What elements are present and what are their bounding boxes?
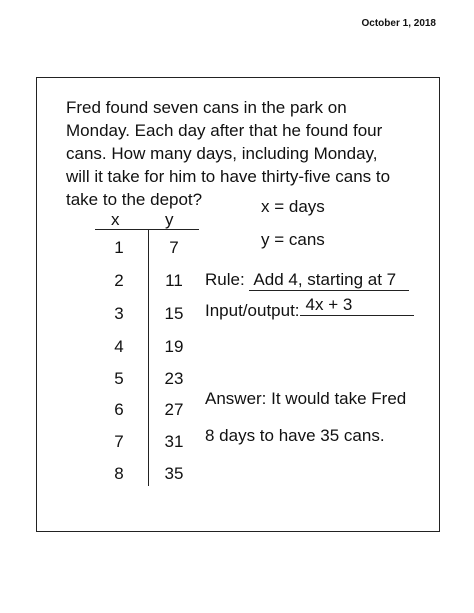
table-x-cell: 6 bbox=[114, 400, 124, 419]
io-value: 4x + 3 bbox=[300, 295, 414, 316]
x-definition: x = days bbox=[261, 197, 325, 216]
table-y-cell: 27 bbox=[164, 400, 184, 419]
table-x-cell: 1 bbox=[114, 238, 124, 257]
table-y-cell: 7 bbox=[169, 238, 179, 257]
table-y-cell: 15 bbox=[164, 304, 184, 323]
y-definition: y = cans bbox=[261, 230, 325, 249]
io-line bbox=[205, 295, 414, 322]
table-divider-line bbox=[148, 230, 149, 486]
io-label: Input/output: bbox=[205, 301, 300, 320]
table-x-cell: 5 bbox=[114, 369, 124, 388]
answer-line-2: 8 days to have 35 cans. bbox=[205, 426, 385, 445]
table-header-line bbox=[95, 229, 199, 230]
table-y-cell: 23 bbox=[164, 369, 184, 388]
problem-line: take to the depot? bbox=[66, 190, 203, 209]
date-label: October 1, 2018 bbox=[361, 18, 436, 29]
problem-line: cans. How many days, including Monday, bbox=[66, 144, 378, 163]
table-x-cell: 3 bbox=[114, 304, 124, 323]
rule-line bbox=[205, 270, 409, 291]
answer-line-1: Answer: It would take Fred bbox=[205, 389, 407, 408]
table-x-header: x bbox=[111, 210, 120, 229]
table-x-cell: 4 bbox=[114, 337, 124, 356]
problem-text bbox=[66, 96, 406, 211]
problem-line: Fred found seven cans in the park on bbox=[66, 98, 347, 117]
problem-line: Monday. Each day after that he found four bbox=[66, 121, 383, 140]
table-y-cell: 19 bbox=[164, 337, 184, 356]
table-y-cell: 35 bbox=[164, 464, 184, 483]
table-x-cell: 7 bbox=[114, 432, 124, 451]
table-x-cell: 2 bbox=[114, 271, 124, 290]
table-y-cell: 11 bbox=[165, 271, 183, 290]
table-x-cell: 8 bbox=[114, 464, 124, 483]
table-y-header: y bbox=[165, 210, 174, 229]
rule-label: Rule: bbox=[205, 270, 245, 289]
rule-value: Add 4, starting at 7 bbox=[249, 270, 409, 291]
table-y-cell: 31 bbox=[164, 432, 184, 451]
problem-line: will it take for him to have thirty-five cans to bbox=[66, 167, 391, 186]
